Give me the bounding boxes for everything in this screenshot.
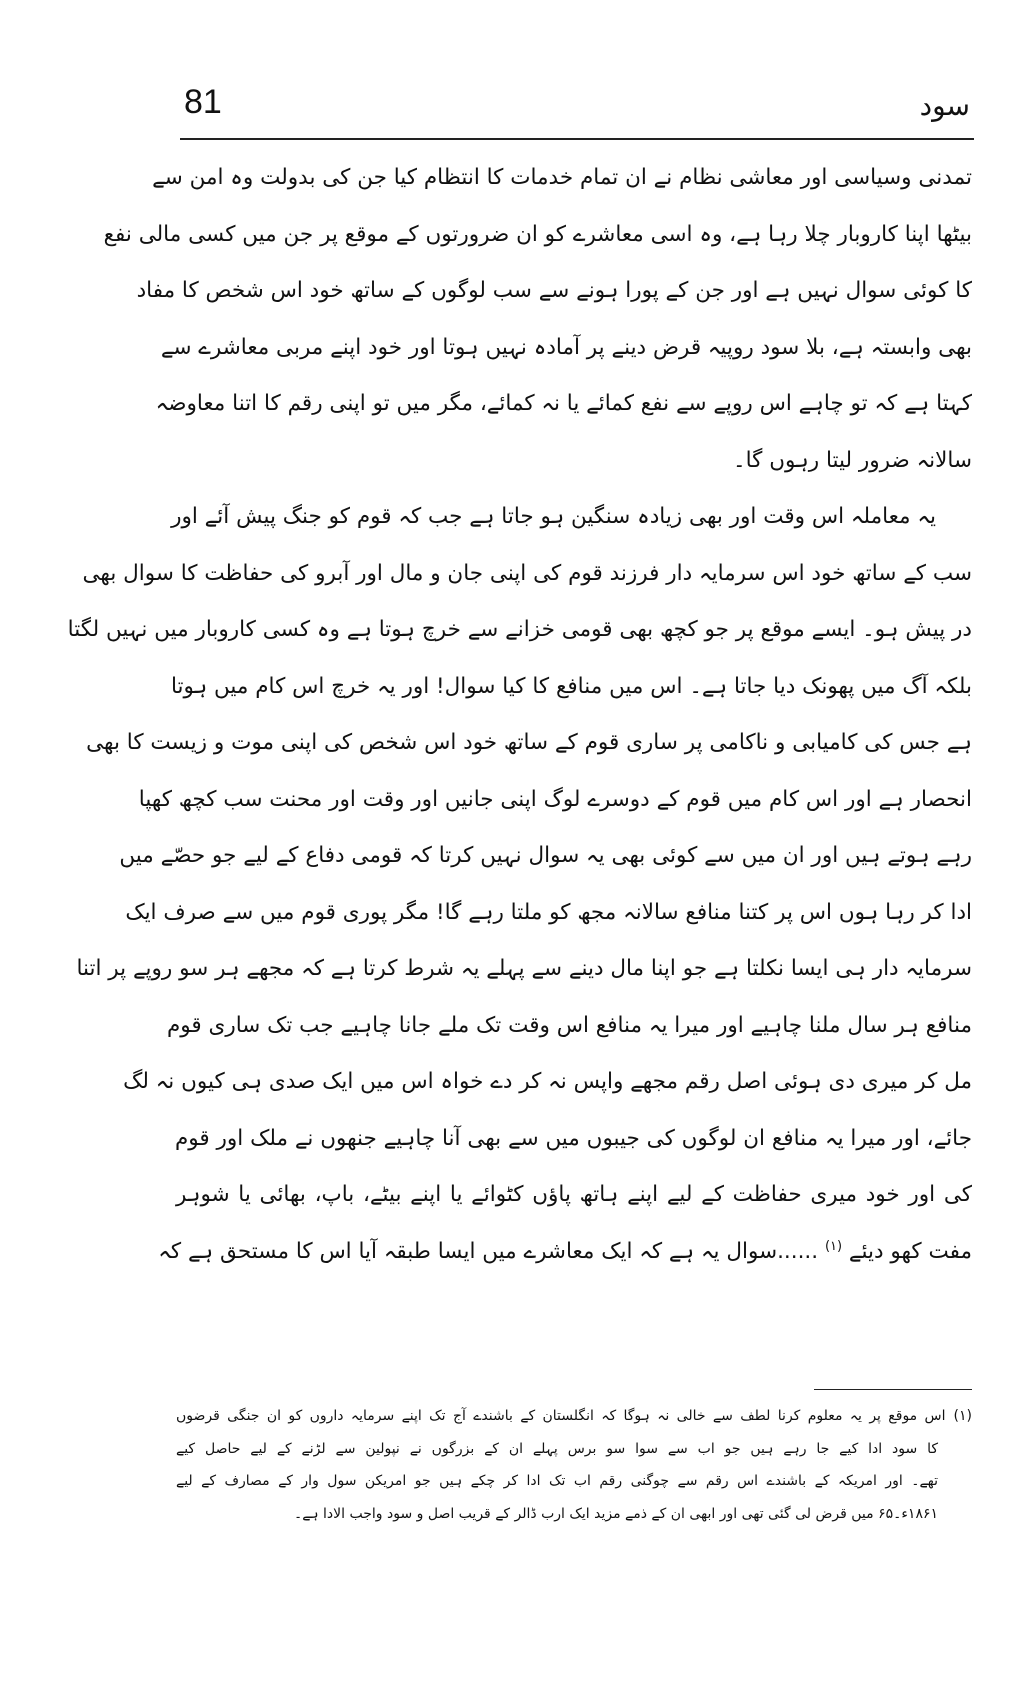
running-title: سود xyxy=(919,89,970,122)
text-line: سب کے ساتھ خود اس سرمایہ دار فرزند قوم کی اپنی جان و مال اور آبرو کی حفاظت کا سوال بھی xyxy=(82,560,972,586)
text-line: بلکہ آگ میں پھونک دیا جاتا ہے۔ اس میں منافع کا کیا سوال! اور یہ خرچ اس کام میں ہوتا xyxy=(170,673,972,699)
text-line: کا کوئی سوال نہیں ہے اور جن کے پورا ہونے سے سب لوگوں کے ساتھ خود اس شخص کا مفاد xyxy=(136,278,972,303)
text-line: بیٹھا اپنا کاروبار چلا رہا ہے، وہ اسی معاشرے کو ان ضرورتوں کے موقع پر جن میں کسی مالی نفع xyxy=(103,221,972,247)
text-line: ادا کر رہا ہوں اس پر کتنا منافع سالانہ مجھ کو ملتا رہے گا! مگر پوری قوم میں سے صرف ایک xyxy=(125,899,972,925)
text-line: مل کر میری دی ہوئی اصل رقم مجھے واپس نہ کر دے خواہ اس میں ایک صدی ہی کیوں نہ لگ xyxy=(123,1069,972,1094)
text-line-with-footnote xyxy=(158,1224,972,1281)
text-line: ہے جس کی کامیابی و ناکامی پر ساری قوم کے ساتھ خود اس شخص کی اپنی موت و زیست کا بھی xyxy=(86,730,972,755)
text-fragment: مفت کھو دیئے xyxy=(848,1238,972,1264)
text-line: بھی وابستہ ہے، بلا سود روپیہ قرض دینے پر آمادہ نہیں ہوتا اور خود اپنے مربی معاشرے سے xyxy=(160,334,972,360)
text-line: انحصار ہے اور اس کام میں قوم کے دوسرے لوگ اپنی جانیں اور وقت اور محنت سب کچھ کھپا xyxy=(138,786,972,812)
text-fragment: ......سوال یہ ہے کہ ایک معاشرے میں ایسا طبقہ آیا اس کا مستحق ہے کہ xyxy=(158,1238,819,1264)
text-line: یہ معاملہ اس وقت اور بھی زیادہ سنگین ہو جاتا ہے جب کہ قوم کو جنگ پیش آئے اور xyxy=(171,504,936,529)
footnote-marker: (۱) xyxy=(953,1408,972,1424)
text-line: در پیش ہو۔ ایسے موقع پر جو کچھ بھی قومی خزانے سے خرچ ہوتا ہے وہ کسی کاروبار میں نہیں لگتا xyxy=(67,617,972,642)
text-line: سالانہ ضرور لیتا رہوں گا۔ xyxy=(733,447,972,473)
text-line: کہتا ہے کہ تو چاہے اس روپے سے نفع کمائے یا نہ کمائے، مگر میں تو اپنی رقم کا اتنا معاوضہ xyxy=(155,391,972,416)
footnote-reference[interactable]: (۱) xyxy=(824,1238,843,1254)
text-line: رہے ہوتے ہیں اور ان میں سے کوئی بھی یہ سوال نہیں کرتا کہ قومی دفاع کے لیے جو حصّے میں xyxy=(119,843,972,868)
text-line: جائے، اور میرا یہ منافع ان لوگوں کی جیبوں میں سے بھی آنا چاہیے جنھوں نے ملک اور قوم xyxy=(175,1125,972,1151)
text-line: سرمایہ دار ہی ایسا نکلتا ہے جو اپنا مال دینے سے پہلے یہ شرط کرتا ہے کہ مجھے ہر سو روپے پر اتنا xyxy=(76,956,972,981)
footnote-separator xyxy=(814,1389,972,1390)
text-line: تمدنی وسیاسی اور معاشی نظام نے ان تمام خدمات کا انتظام کیا جن کی بدولت وہ امن سے xyxy=(152,165,972,190)
footnote-line xyxy=(176,1400,972,1433)
footnote-line: تھے۔ اور امریکہ کے باشندے اس رقم سے چوگنی رقم اب تک ادا کر چکے ہیں جو امریکن سول وار کے مصارف کے لیے xyxy=(176,1473,938,1489)
page-number: 81 xyxy=(184,83,222,121)
main-text xyxy=(67,150,972,1280)
footnote-line: ۱۸۶۱ء۔۶۵ میں قرض لی گئی تھی اور ابھی ان کے ذمے مزید ایک ارب ڈالر کے قریب اصل و سود واجب الادا ہے۔ xyxy=(293,1505,938,1522)
page-header xyxy=(180,82,974,138)
text-line: منافع ہر سال ملنا چاہیے اور میرا یہ منافع اس وقت تک ملے جانا چاہیے جب تک ساری قوم xyxy=(166,1012,972,1038)
footnote-line: کا سود ادا کیے جا رہے ہیں جو اب سے سوا سو برس پہلے ان کے بزرگوں نے نپولین سے لڑنے کے لیے حاصل کیے xyxy=(176,1440,938,1457)
header-rule xyxy=(180,138,974,140)
footnotes xyxy=(176,1400,972,1530)
footnote-text: اس موقع پر یہ معلوم کرنا لطف سے خالی نہ ہوگا کہ انگلستان کے باشندے آج تک اپنے سرمایہ داروں کو ان جنگی قرضوں xyxy=(176,1408,946,1424)
text-line: کی اور خود میری حفاظت کے لیے اپنے ہاتھ پاؤں کٹوائے یا اپنے بیٹے، باپ، بھائی یا شوہر xyxy=(176,1182,972,1207)
